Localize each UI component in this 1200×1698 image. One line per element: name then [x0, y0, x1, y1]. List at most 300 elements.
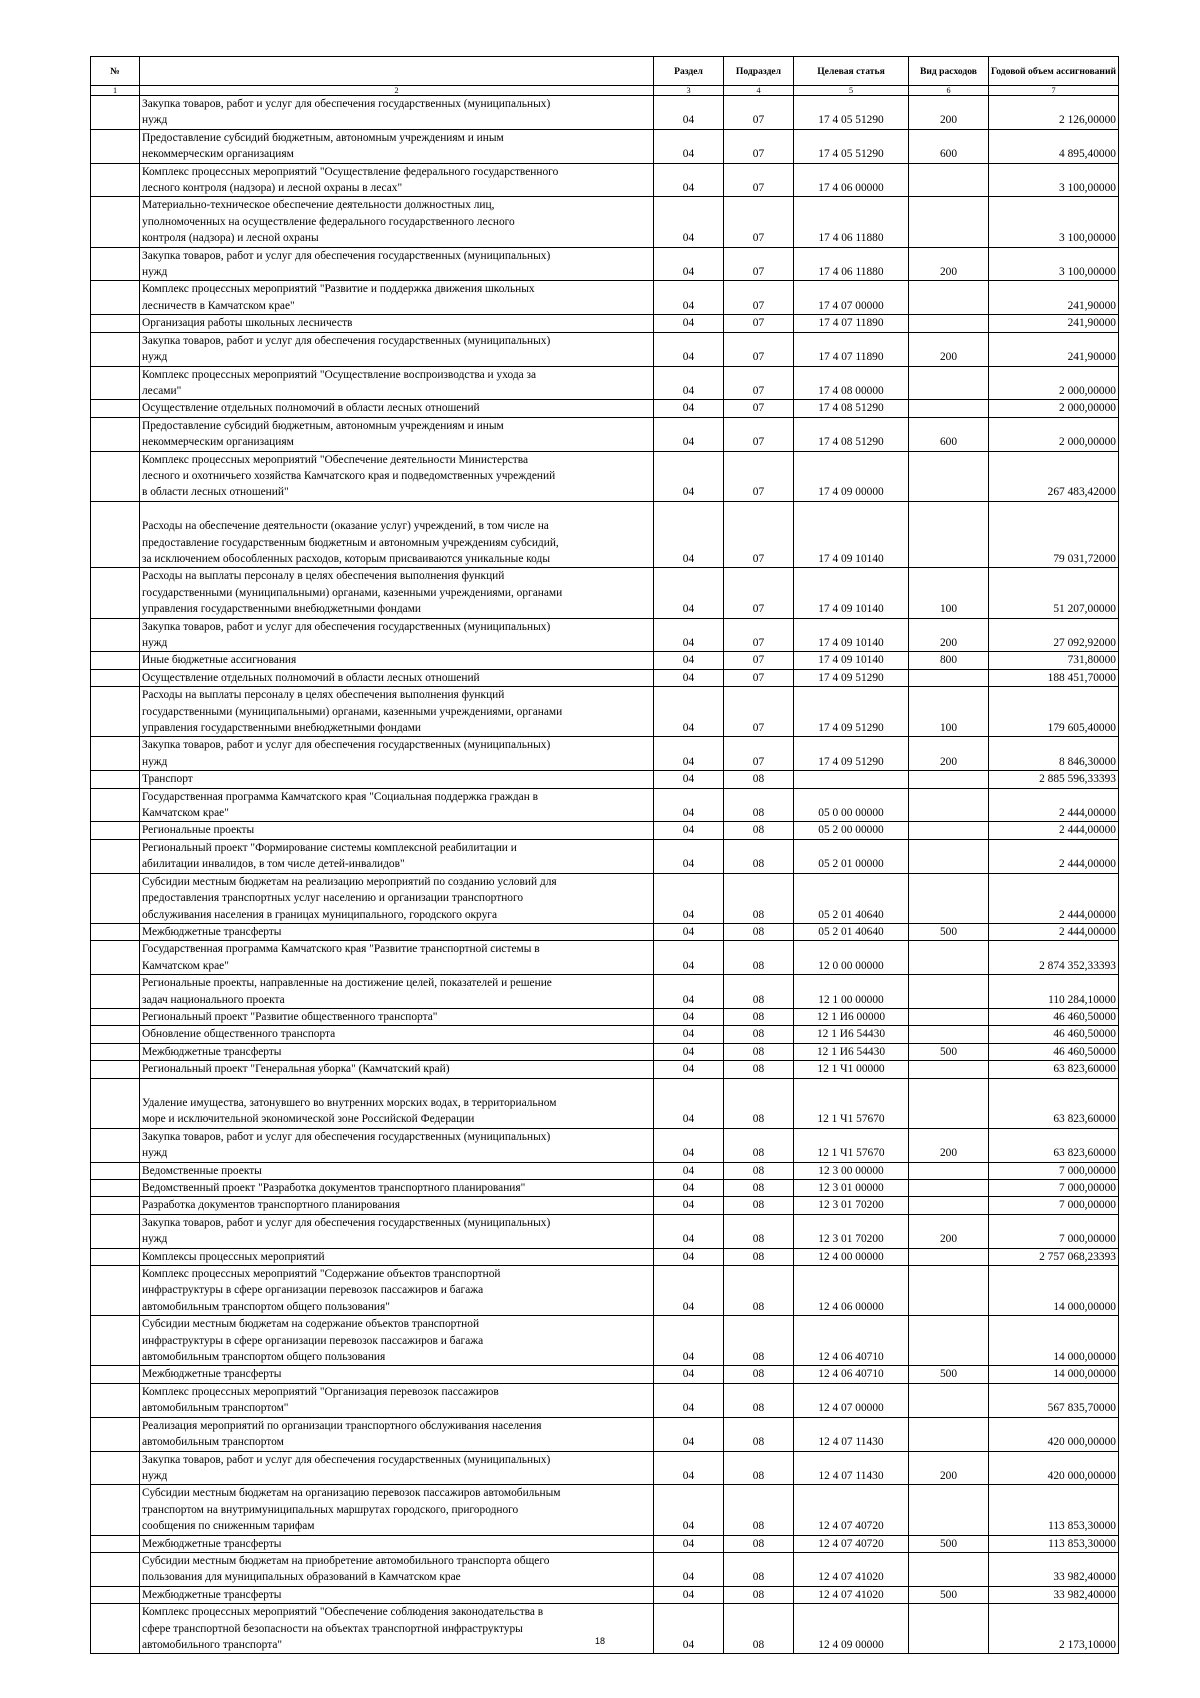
expense-type-cell: 500	[909, 1535, 989, 1552]
row-number-cell	[91, 873, 140, 923]
row-number-cell	[91, 1485, 140, 1535]
subsection-code-cell: 08	[724, 975, 794, 1009]
target-article-cell: 12 4 00 00000	[794, 1248, 909, 1265]
target-article-cell: 12 3 01 70200	[794, 1197, 909, 1214]
row-name-text: Транспорт	[142, 773, 193, 786]
amount-cell: 110 284,10000	[989, 975, 1119, 1009]
row-name-cell	[140, 1061, 654, 1078]
table-row	[91, 1008, 1119, 1025]
amount-cell: 113 853,30000	[989, 1535, 1119, 1552]
row-name-cell	[140, 1248, 654, 1265]
target-article-cell: 17 4 09 00000	[794, 451, 909, 501]
row-name-text: Комплекс процессных мероприятий "Осуществление воспроизводства и ухода за лесами"	[142, 368, 537, 397]
header-row	[91, 57, 1119, 86]
table-row	[91, 197, 1119, 247]
subsection-code-cell: 08	[724, 1266, 794, 1316]
subsection-code-cell: 08	[724, 1248, 794, 1265]
row-name-cell	[140, 281, 654, 315]
amount-cell: 2 444,00000	[989, 923, 1119, 940]
expense-type-cell	[909, 451, 989, 501]
amount-cell: 7 000,00000	[989, 1214, 1119, 1248]
subsection-code-cell: 08	[724, 1128, 794, 1162]
subsection-code-cell: 07	[724, 669, 794, 686]
row-number-cell	[91, 975, 140, 1009]
row-name-text: Региональный проект "Развитие общественного транспорта"	[142, 1010, 438, 1023]
row-name-text: Расходы на выплаты персоналу в целях обеспечения выполнения функций государственными (муниципальными) органами, казенными учреждениями, органами управления государственными внебюджетными фондами	[142, 689, 563, 735]
expense-type-cell	[909, 400, 989, 417]
row-number-cell	[91, 501, 140, 568]
target-article-cell: 17 4 09 10140	[794, 501, 909, 568]
table-row	[91, 1417, 1119, 1451]
row-name-cell	[140, 737, 654, 771]
table-row	[91, 1180, 1119, 1197]
row-number-cell	[91, 315, 140, 332]
section-code-cell: 04	[654, 1043, 724, 1060]
row-number-cell	[91, 771, 140, 788]
amount-cell: 3 100,00000	[989, 197, 1119, 247]
expense-type-cell	[909, 1316, 989, 1366]
row-number-cell	[91, 788, 140, 822]
target-article-cell: 12 4 07 41020	[794, 1552, 909, 1586]
section-code-cell: 04	[654, 1535, 724, 1552]
header-name	[140, 57, 654, 86]
table-row	[91, 1214, 1119, 1248]
row-name-cell	[140, 129, 654, 163]
table-row	[91, 366, 1119, 400]
target-article-cell: 17 4 05 51290	[794, 129, 909, 163]
row-number-cell	[91, 451, 140, 501]
target-article-cell: 17 4 06 11880	[794, 197, 909, 247]
target-article-cell: 17 4 09 10140	[794, 618, 909, 652]
row-name-cell	[140, 1316, 654, 1366]
column-number: 3	[654, 86, 724, 96]
amount-cell: 27 092,92000	[989, 618, 1119, 652]
target-article-cell: 12 3 01 00000	[794, 1180, 909, 1197]
subsection-code-cell: 08	[724, 1316, 794, 1366]
amount-cell: 2 444,00000	[989, 822, 1119, 839]
expense-type-cell	[909, 1552, 989, 1586]
section-code-cell: 04	[654, 618, 724, 652]
subsection-code-cell: 08	[724, 1180, 794, 1197]
amount-cell: 2 444,00000	[989, 839, 1119, 873]
target-article-cell: 12 3 00 00000	[794, 1162, 909, 1179]
table-row	[91, 1485, 1119, 1535]
expense-type-cell	[909, 501, 989, 568]
target-article-cell: 17 4 06 11880	[794, 247, 909, 281]
row-number-cell	[91, 1383, 140, 1417]
section-code-cell: 04	[654, 96, 724, 130]
row-number-cell	[91, 417, 140, 451]
row-name-text: Закупка товаров, работ и услуг для обеспечения государственных (муниципальных) нужд	[142, 1216, 551, 1246]
row-name-text: Региональные проекты, направленные на достижение целей, показателей и решение задач национального проекта	[142, 977, 552, 1006]
row-name-cell	[140, 163, 654, 197]
subsection-code-cell: 07	[724, 197, 794, 247]
table-row	[91, 1451, 1119, 1485]
section-code-cell: 04	[654, 839, 724, 873]
table-row	[91, 1266, 1119, 1316]
amount-cell: 2 885 596,33393	[989, 771, 1119, 788]
row-name-text: Государственная программа Камчатского края "Социальная поддержка граждан в Камчатском крае"	[142, 790, 539, 820]
expense-type-cell: 200	[909, 1128, 989, 1162]
section-code-cell: 04	[654, 315, 724, 332]
target-article-cell: 12 4 07 40720	[794, 1535, 909, 1552]
table-row	[91, 129, 1119, 163]
section-code-cell: 04	[654, 1417, 724, 1451]
amount-cell: 4 895,40000	[989, 129, 1119, 163]
row-name-cell	[140, 669, 654, 686]
row-number-cell	[91, 652, 140, 669]
row-number-cell	[91, 247, 140, 281]
section-code-cell: 04	[654, 332, 724, 366]
amount-cell: 46 460,50000	[989, 1026, 1119, 1043]
target-article-cell: 12 4 07 11430	[794, 1417, 909, 1451]
row-name-text: Закупка товаров, работ и услуг для обеспечения государственных (муниципальных) нужд	[142, 739, 551, 768]
amount-cell: 79 031,72000	[989, 501, 1119, 568]
expense-type-cell	[909, 941, 989, 975]
table-row	[91, 687, 1119, 737]
amount-cell: 63 823,60000	[989, 1128, 1119, 1162]
row-name-cell	[140, 1214, 654, 1248]
table-row	[91, 923, 1119, 940]
row-name-cell	[140, 247, 654, 281]
row-name-cell	[140, 1026, 654, 1043]
subsection-code-cell: 07	[724, 281, 794, 315]
amount-cell: 113 853,30000	[989, 1485, 1119, 1535]
subsection-code-cell: 07	[724, 400, 794, 417]
row-name-text: Иные бюджетные ассигнования	[142, 654, 297, 667]
row-name-text: Ведомственный проект "Разработка документов транспортного планирования"	[142, 1182, 526, 1194]
row-number-cell	[91, 568, 140, 618]
subsection-code-cell: 08	[724, 1586, 794, 1603]
section-code-cell: 04	[654, 1162, 724, 1179]
expense-type-cell	[909, 163, 989, 197]
row-name-text: Предоставление субсидий бюджетным, автономным учреждениям и иным некоммерческим организациям	[142, 419, 504, 449]
section-code-cell: 04	[654, 451, 724, 501]
target-article-cell: 12 4 07 40720	[794, 1485, 909, 1535]
section-code-cell: 04	[654, 1451, 724, 1485]
row-name-text: Комплекс процессных мероприятий "Осуществление федерального государственного лесного контроля (надзора) и лесной охраны в лесах"	[142, 165, 559, 195]
column-number: 4	[724, 86, 794, 96]
row-name-text: Межбюджетные трансферты	[142, 1537, 282, 1550]
table-row	[91, 788, 1119, 822]
row-name-cell	[140, 332, 654, 366]
table-row	[91, 1248, 1119, 1265]
target-article-cell: 12 1 00 00000	[794, 975, 909, 1009]
section-code-cell: 04	[654, 366, 724, 400]
subsection-code-cell: 07	[724, 332, 794, 366]
target-article-cell: 17 4 09 10140	[794, 568, 909, 618]
row-name-cell	[140, 1078, 654, 1128]
amount-cell: 2 000,00000	[989, 400, 1119, 417]
amount-cell: 14 000,00000	[989, 1316, 1119, 1366]
row-name-cell	[140, 197, 654, 247]
row-name-cell	[140, 1417, 654, 1451]
row-name-text: Государственная программа Камчатского края "Развитие транспортной системы в Камчатском крае"	[142, 943, 540, 972]
row-name-text: Комплекс процессных мероприятий "Содержание объектов транспортной инфраструктуры в сфере организации перевозок пассажиров и багажа автомобильным транспортом общего пользования"	[142, 1268, 501, 1313]
header-section: Раздел	[654, 57, 724, 86]
row-name-cell	[140, 923, 654, 940]
section-code-cell: 04	[654, 737, 724, 771]
section-code-cell: 04	[654, 822, 724, 839]
row-name-text: Региональные проекты	[142, 824, 255, 837]
target-article-cell: 12 4 06 40710	[794, 1366, 909, 1383]
table-row	[91, 873, 1119, 923]
expense-type-cell	[909, 839, 989, 873]
subsection-code-cell: 08	[724, 788, 794, 822]
row-name-cell	[140, 1180, 654, 1197]
row-number-cell	[91, 366, 140, 400]
target-article-cell: 05 2 01 00000	[794, 839, 909, 873]
table-row	[91, 1128, 1119, 1162]
section-code-cell: 04	[654, 400, 724, 417]
row-number-cell	[91, 332, 140, 366]
row-name-cell	[140, 652, 654, 669]
table-row	[91, 941, 1119, 975]
amount-cell: 420 000,00000	[989, 1451, 1119, 1485]
row-number-cell	[91, 1535, 140, 1552]
subsection-code-cell: 07	[724, 315, 794, 332]
expense-type-cell	[909, 1008, 989, 1025]
row-number-cell	[91, 1026, 140, 1043]
target-article-cell: 12 1 И6 54430	[794, 1043, 909, 1060]
table-row	[91, 839, 1119, 873]
row-name-cell	[140, 1552, 654, 1586]
section-code-cell: 04	[654, 1316, 724, 1366]
row-name-text: Региональный проект "Формирование системы комплексной реабилитации и абилитации инвалидов, в том числе детей-инвалидов"	[142, 841, 517, 871]
amount-cell: 2 173,10000	[989, 1604, 1119, 1654]
expense-type-cell: 100	[909, 687, 989, 737]
expense-type-cell	[909, 1383, 989, 1417]
table-row	[91, 451, 1119, 501]
table-row	[91, 1061, 1119, 1078]
target-article-cell: 12 4 07 41020	[794, 1586, 909, 1603]
row-name-cell	[140, 1043, 654, 1060]
row-name-cell	[140, 1266, 654, 1316]
subsection-code-cell: 08	[724, 822, 794, 839]
row-number-cell	[91, 839, 140, 873]
subsection-code-cell: 07	[724, 247, 794, 281]
page-number: 18	[594, 1636, 605, 1646]
subsection-code-cell: 08	[724, 1383, 794, 1417]
table-row	[91, 163, 1119, 197]
expense-type-cell	[909, 1162, 989, 1179]
expense-type-cell: 200	[909, 618, 989, 652]
row-name-text: Расходы на выплаты персоналу в целях обеспечения выполнения функций государственными (муниципальными) органами, казенными учреждениями, органами управления государственными внебюджетными фондами	[142, 570, 563, 616]
expense-type-cell: 200	[909, 1451, 989, 1485]
table-row	[91, 1535, 1119, 1552]
row-name-text: Субсидии местным бюджетам на приобретение автомобильного транспорта общего пользования для муниципальных образований в Камчатском крае	[142, 1554, 550, 1584]
section-code-cell: 04	[654, 417, 724, 451]
subsection-code-cell: 08	[724, 1214, 794, 1248]
amount-cell: 241,90000	[989, 281, 1119, 315]
expense-type-cell	[909, 1078, 989, 1128]
table-row	[91, 1586, 1119, 1603]
subsection-code-cell: 07	[724, 568, 794, 618]
subsection-code-cell: 07	[724, 366, 794, 400]
row-number-cell	[91, 1451, 140, 1485]
section-code-cell: 04	[654, 1383, 724, 1417]
amount-cell: 2 000,00000	[989, 366, 1119, 400]
section-code-cell: 04	[654, 1197, 724, 1214]
amount-cell: 63 823,60000	[989, 1078, 1119, 1128]
section-code-cell: 04	[654, 669, 724, 686]
target-article-cell: 12 1 Ч1 57670	[794, 1078, 909, 1128]
table-row	[91, 771, 1119, 788]
row-number-cell	[91, 1078, 140, 1128]
header-subsection: Подраздел	[724, 57, 794, 86]
row-number-cell	[91, 1061, 140, 1078]
row-number-cell	[91, 1417, 140, 1451]
row-number-cell	[91, 822, 140, 839]
table-row	[91, 652, 1119, 669]
target-article-cell: 12 4 06 00000	[794, 1266, 909, 1316]
target-article-cell: 17 4 09 51290	[794, 687, 909, 737]
section-code-cell: 04	[654, 923, 724, 940]
table-row	[91, 1043, 1119, 1060]
target-article-cell: 05 2 00 00000	[794, 822, 909, 839]
row-name-cell	[140, 1008, 654, 1025]
target-article-cell: 17 4 09 51290	[794, 737, 909, 771]
subsection-code-cell: 08	[724, 1061, 794, 1078]
subsection-code-cell: 08	[724, 1197, 794, 1214]
section-code-cell: 04	[654, 1552, 724, 1586]
row-number-cell	[91, 129, 140, 163]
subsection-code-cell: 08	[724, 1043, 794, 1060]
amount-cell: 2 000,00000	[989, 417, 1119, 451]
subsection-code-cell: 07	[724, 501, 794, 568]
subsection-code-cell: 07	[724, 96, 794, 130]
section-code-cell: 04	[654, 197, 724, 247]
expense-type-cell	[909, 315, 989, 332]
subsection-code-cell: 07	[724, 163, 794, 197]
expense-type-cell	[909, 1061, 989, 1078]
expense-type-cell	[909, 1197, 989, 1214]
row-name-cell	[140, 687, 654, 737]
row-number-cell	[91, 1180, 140, 1197]
amount-cell: 567 835,70000	[989, 1383, 1119, 1417]
section-code-cell: 04	[654, 652, 724, 669]
target-article-cell: 12 4 07 00000	[794, 1383, 909, 1417]
expense-type-cell: 100	[909, 568, 989, 618]
section-code-cell: 04	[654, 788, 724, 822]
row-name-cell	[140, 1604, 654, 1654]
row-number-cell	[91, 1248, 140, 1265]
section-code-cell: 04	[654, 129, 724, 163]
row-number-cell	[91, 1316, 140, 1366]
section-code-cell: 04	[654, 1485, 724, 1535]
table-row	[91, 1552, 1119, 1586]
expense-type-cell: 500	[909, 1043, 989, 1060]
amount-cell: 241,90000	[989, 315, 1119, 332]
row-name-cell	[140, 451, 654, 501]
row-name-text: Комплексы процессных мероприятий	[142, 1250, 325, 1263]
row-name-text: Осуществление отдельных полномочий в области лесных отношений	[142, 671, 480, 684]
row-name-text: Закупка товаров, работ и услуг для обеспечения государственных (муниципальных) нужд	[142, 98, 551, 127]
amount-cell: 8 846,30000	[989, 737, 1119, 771]
amount-cell: 33 982,40000	[989, 1552, 1119, 1586]
header-type: Вид расходов	[909, 57, 989, 86]
row-name-text: Региональный проект "Генеральная уборка" (Камчатский край)	[142, 1063, 450, 1076]
amount-cell: 420 000,00000	[989, 1417, 1119, 1451]
table-row	[91, 1162, 1119, 1179]
row-name-cell	[140, 315, 654, 332]
row-number-cell	[91, 1197, 140, 1214]
row-name-text: Межбюджетные трансферты	[142, 925, 282, 938]
row-name-text: Закупка товаров, работ и услуг для обеспечения государственных (муниципальных) нужд	[142, 1130, 551, 1160]
row-name-text: Закупка товаров, работ и услуг для обеспечения государственных (муниципальных) нужд	[142, 334, 551, 364]
target-article-cell: 17 4 07 11890	[794, 332, 909, 366]
table-row	[91, 247, 1119, 281]
section-code-cell: 04	[654, 501, 724, 568]
row-name-cell	[140, 1485, 654, 1535]
table-row	[91, 417, 1119, 451]
subsection-code-cell: 08	[724, 771, 794, 788]
expense-type-cell: 200	[909, 737, 989, 771]
amount-cell: 46 460,50000	[989, 1008, 1119, 1025]
header-target: Целевая статья	[794, 57, 909, 86]
expense-type-cell	[909, 975, 989, 1009]
row-number-cell	[91, 1586, 140, 1603]
subsection-code-cell: 08	[724, 1162, 794, 1179]
table-row	[91, 332, 1119, 366]
table-row	[91, 1078, 1119, 1128]
row-number-cell	[91, 923, 140, 940]
expense-type-cell: 500	[909, 923, 989, 940]
amount-cell: 179 605,40000	[989, 687, 1119, 737]
header-num: №	[91, 57, 140, 86]
target-article-cell: 17 4 08 00000	[794, 366, 909, 400]
row-name-text: Организация работы школьных лесничеств	[142, 317, 353, 330]
amount-cell: 33 982,40000	[989, 1586, 1119, 1603]
expense-type-cell: 500	[909, 1586, 989, 1603]
row-number-cell	[91, 1266, 140, 1316]
row-number-cell	[91, 96, 140, 130]
section-code-cell: 04	[654, 1008, 724, 1025]
row-name-cell	[140, 417, 654, 451]
subsection-code-cell: 08	[724, 941, 794, 975]
expense-type-cell	[909, 1026, 989, 1043]
subsection-code-cell: 08	[724, 873, 794, 923]
amount-cell: 14 000,00000	[989, 1366, 1119, 1383]
row-name-cell	[140, 941, 654, 975]
expense-type-cell: 600	[909, 417, 989, 451]
expense-type-cell	[909, 1248, 989, 1265]
table-row	[91, 822, 1119, 839]
row-name-text: Межбюджетные трансферты	[142, 1045, 282, 1058]
section-code-cell: 04	[654, 568, 724, 618]
appropriations-table	[90, 56, 1119, 1654]
table-body	[91, 96, 1119, 1654]
amount-cell: 731,80000	[989, 652, 1119, 669]
row-name-text: Субсидии местным бюджетам на реализацию мероприятий по созданию условий для предоставления транспортных услуг населению и организации транспортного обслуживания населения в границах муниципального, городского округа	[142, 875, 557, 921]
subsection-code-cell: 08	[724, 1552, 794, 1586]
target-article-cell: 12 4 06 40710	[794, 1316, 909, 1366]
row-number-cell	[91, 737, 140, 771]
section-code-cell: 04	[654, 1180, 724, 1197]
table-row	[91, 1316, 1119, 1366]
section-code-cell: 04	[654, 1026, 724, 1043]
row-name-text: Комплекс процессных мероприятий "Обеспечение деятельности Министерства лесного и охотничьего хозяйства Камчатского края и подведомственных учреждений в области лесных отношений"	[142, 453, 556, 499]
target-article-cell: 05 2 01 40640	[794, 873, 909, 923]
column-number: 7	[989, 86, 1119, 96]
expense-type-cell	[909, 1266, 989, 1316]
expense-type-cell: 200	[909, 1214, 989, 1248]
target-article-cell: 12 3 01 70200	[794, 1214, 909, 1248]
subsection-code-cell: 08	[724, 839, 794, 873]
table-row	[91, 281, 1119, 315]
column-number: 2	[140, 86, 654, 96]
row-name-text: Межбюджетные трансферты	[142, 1368, 282, 1381]
